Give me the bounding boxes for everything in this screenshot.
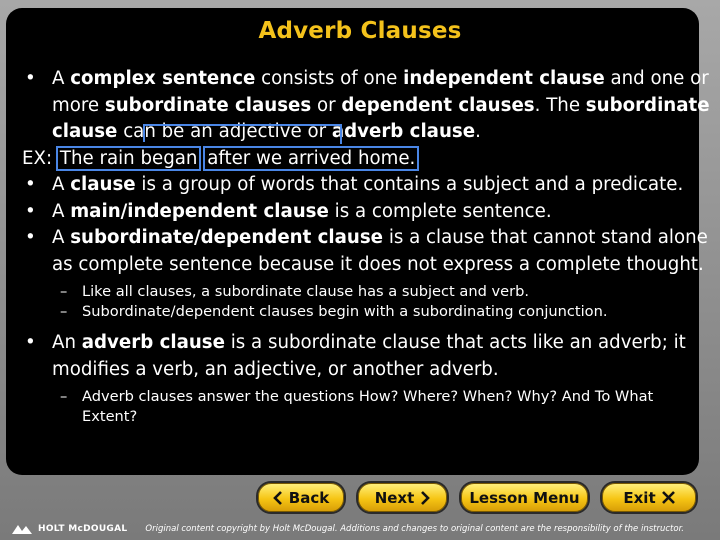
next-button[interactable] [358,483,447,512]
text: A [52,68,71,89]
example-sentence [22,146,712,173]
sub-bullet-conjunction [22,302,712,322]
exit-button[interactable] [602,483,696,512]
text: A [52,200,71,222]
text: is a clause that cannot stand alone as complete sentence because it does not express a complete thought. [52,227,708,275]
publisher-logo [12,523,127,535]
term-dependent-clauses: dependent clauses [341,94,535,116]
sub-bullet-marker: – [60,283,68,300]
text: A [52,227,71,248]
term-subordinate-dependent-clause: subordinate/dependent clause [70,227,384,248]
back-label: Back [288,488,330,507]
slide-title: Adverb Clauses [258,18,462,44]
term-clause: clause [70,174,136,195]
text: . [475,121,481,142]
spacer [22,322,712,330]
text: is a group of words that contains a subject and a predicate. [135,174,684,195]
term-independent-clause: independent clause [403,68,605,89]
term-subordinate-clauses: subordinate clauses [104,94,312,116]
sub-bullet-marker: – [60,388,68,405]
bullet-marker: • [25,227,36,248]
exit-label: Exit [623,488,656,507]
subordinate-clause-box: after we arrived home. [203,146,419,171]
sub-bullet-questions [22,387,712,427]
copyright-notice: Original content copyright by Holt McDougal. Additions and changes to original content are the responsibility of the instructor. [145,523,684,534]
next-label: Next [374,488,415,507]
text: and one or more [52,68,709,116]
term-adverb-clause: adverb clause [81,332,225,353]
chevron-right-icon [420,491,430,505]
text: Adverb clauses answer the questions How? Where? When? Why? And To What Extent? [82,388,654,425]
logo-text: HOLT McDOUGAL [38,523,128,534]
text: is a subordinate clause that acts like an adverb; it modifies a verb, an adjective, or another adverb. [52,332,686,380]
sub-bullet-marker: – [60,303,68,320]
text: A [52,174,71,195]
footer-bar [0,517,720,540]
lesson-menu-label: Lesson Menu [469,488,580,507]
text: Like all clauses, a subordinate clause has a subject and verb. [82,283,530,300]
text: is a complete sentence. [328,200,552,222]
main-clause-box: The rain began [56,146,202,171]
text: or [311,94,342,116]
text: Subordinate/dependent clauses begin with a subordinating conjunction. [82,303,608,320]
example-prefix: EX: [22,147,58,169]
text: can be an adjective or [117,121,332,142]
text: consists of one [255,68,404,89]
bullet-marker: • [25,68,36,89]
slide-content [22,66,712,427]
holt-logo-icon [12,523,32,535]
bullet-marker: • [25,200,36,222]
term-adverb-clause: adverb clause [331,121,476,142]
sub-bullet-subject-verb [22,282,712,302]
bullet-adverb-clause [22,330,712,383]
term-complex-sentence: complex sentence [70,68,256,89]
text: . The [534,94,586,116]
lesson-menu-button[interactable] [461,483,588,512]
term-subordinate-clause: subordinate clause [52,94,710,142]
back-button[interactable] [258,483,344,512]
bullet-clause-definition [22,172,712,199]
term-main-independent-clause: main/independent clause [70,200,329,222]
text: An [52,332,82,353]
chevron-left-icon [273,491,283,505]
bullet-subordinate-clause [22,225,712,278]
bullet-marker: • [25,332,36,353]
bullet-marker: • [25,174,36,195]
bullet-main-clause [22,199,712,226]
close-x-icon [662,491,675,504]
bullet-complex-sentence [22,66,712,146]
